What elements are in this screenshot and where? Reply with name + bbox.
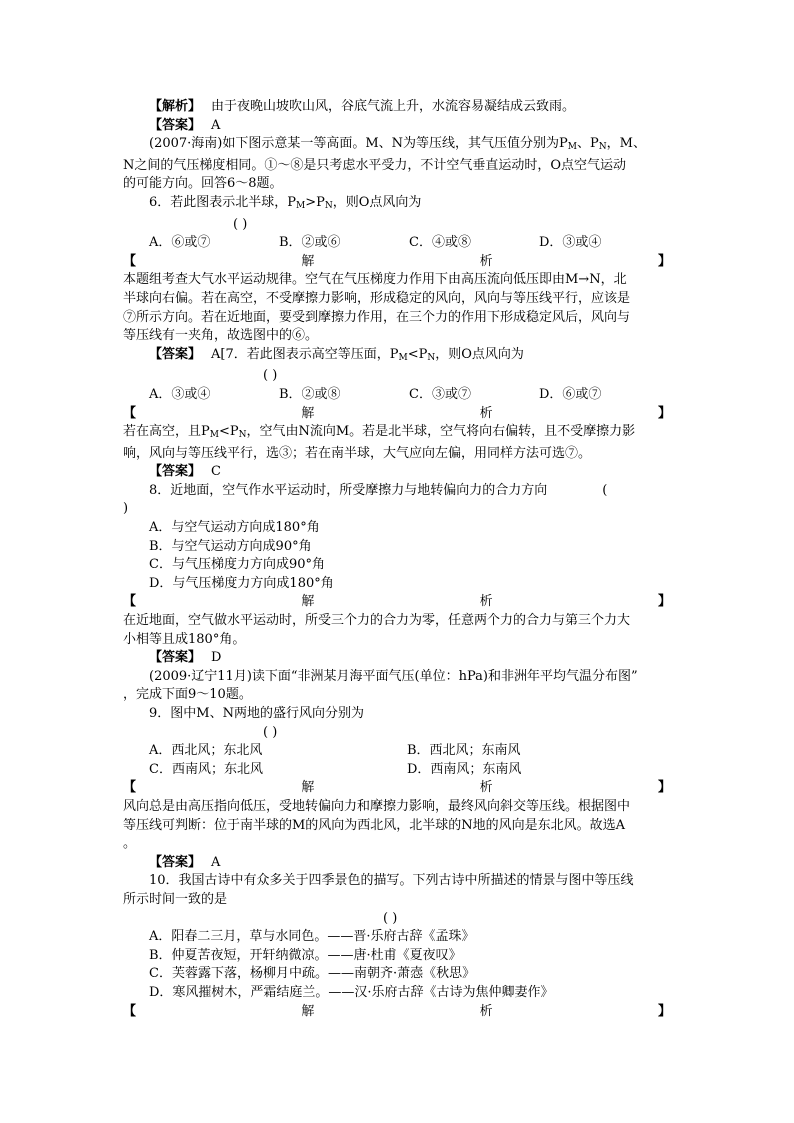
explanation-header <box>123 405 671 424</box>
question-10-cont: 所示时间一致的是 <box>123 891 228 907</box>
explanation-tag: 【解析】 <box>149 99 202 114</box>
explanation-text: 在近地面，空气做水平运动时，所受三个力的合力为零，任意两个力的合力与第三个力大 <box>123 613 631 629</box>
answer-value: A <box>211 117 221 133</box>
question-text: <P <box>407 346 428 362</box>
explanation-line <box>123 98 671 117</box>
explanation-text: 本题组考查大气水平运动规律。空气在气压梯度力作用下由高压流向低压即由M→N，北 <box>123 272 627 288</box>
question-9: 9．图中M、N两地的盛行风向分别为 <box>149 706 364 721</box>
option-c: C．③或⑦ <box>409 386 471 402</box>
answer-tag: 【答案】 <box>149 464 202 480</box>
intro-line: 的可能方向。回答6～8题。 <box>123 176 283 192</box>
header-char: 解 <box>301 594 315 610</box>
option-a: A．与空气运动方向成180°角 <box>149 520 320 536</box>
text: ，空气由N流向M。若是北半球，空气将向右偏转，且不受摩擦力影 <box>246 424 636 440</box>
explanation-text: 小相等且成180°角。 <box>123 631 246 647</box>
bracket-left: 【 <box>123 253 137 269</box>
intro-line <box>123 135 671 157</box>
question-10: 10．我国古诗中有众多关于四季景色的描写。下列古诗中所描述的情景与图中等压线 <box>149 873 634 889</box>
paren-open: ( <box>602 482 608 498</box>
document-page <box>123 98 671 1021</box>
option-d: D．⑥或⑦ <box>539 386 602 402</box>
explanation-text: ⑦所示方向。若在近地面，要受到摩擦力作用，在三个力的作用下形成稳定风后，风向与 <box>123 309 631 325</box>
option-a: A．③或④ <box>149 386 211 402</box>
question-text: ，则O点风向为 <box>332 194 422 210</box>
intro-text: 、P <box>577 136 599 152</box>
option-b: B．仲夏苦夜短，开轩纳微凉。——唐·杜甫《夏夜叹》 <box>149 947 462 963</box>
subscript: M <box>209 430 219 441</box>
option-d: D．西南风；东南风 <box>407 761 522 777</box>
header-char: 解 <box>301 1003 315 1019</box>
question-text: 8．近地面，空气作水平运动时，所受摩擦力与地转偏向力的合力方向 <box>149 482 548 498</box>
option-c: C．④或⑧ <box>409 235 471 251</box>
subscript: M <box>567 142 578 153</box>
text: <P <box>218 424 239 440</box>
subscript: N <box>324 200 333 211</box>
intro-text: ，M、 <box>606 136 646 152</box>
bracket-right: 】 <box>657 594 671 610</box>
intro-text: (2007·海南)如下图示意某一等高面。M、N为等压线，其气压值分别为P <box>149 136 568 152</box>
bracket-left: 【 <box>123 1003 137 1019</box>
answer-tag: 【答案】 <box>149 650 202 666</box>
options-row <box>123 234 671 253</box>
explanation-text: 。 <box>123 836 137 852</box>
explanation-text: 半球向右偏。若在高空，不受摩擦力影响，形成稳定的风向，风向与等压线平行，应该是 <box>123 290 631 306</box>
answer-paren: ( ) <box>233 216 248 232</box>
question-text: 6．若此图表示北半球，P <box>149 194 297 210</box>
answer-paren: ( ) <box>263 368 278 384</box>
header-char: 析 <box>479 405 493 421</box>
option-b: B．与空气运动方向成90°角 <box>149 538 312 554</box>
explanation-text: 等压线有一夹角，故选图中的⑥。 <box>123 328 319 344</box>
question-text: ，则O点风向为 <box>435 346 524 362</box>
option-b: B．西北风；东南风 <box>407 743 521 759</box>
explanation-header <box>123 253 671 272</box>
explanation-text: 由于夜晚山坡吹山风，谷底气流上升，水流容易凝结成云致雨。 <box>211 99 576 114</box>
bracket-left: 【 <box>123 780 137 796</box>
option-a: A．西北风；东北风 <box>149 743 263 759</box>
answer-paren: ( ) <box>263 724 278 740</box>
subscript: N <box>598 142 607 153</box>
explanation-header <box>123 1003 671 1022</box>
option-d: D．寒风摧树木，严霜结庭兰。——汉·乐府古辞《古诗为焦仲卿妻作》 <box>149 984 554 1000</box>
answer-line <box>123 117 671 136</box>
option-b: B．②或⑧ <box>279 386 341 402</box>
explanation-text: 等压线可判断：位于南半球的M的风向为西北风，北半球的N地的风向是东北风。故选A <box>123 817 626 833</box>
option-b: B．②或⑥ <box>279 235 341 251</box>
answer-paren: ( ) <box>383 910 398 926</box>
answer-line <box>123 463 671 482</box>
header-char: 解 <box>301 405 315 421</box>
options-row <box>123 386 671 405</box>
question-text: A[7．若此图表示高空等压面，P <box>211 346 399 362</box>
options-row <box>123 742 671 761</box>
option-a: A．阳春二三月，草与水同色。——晋·乐府古辞《孟珠》 <box>149 929 475 945</box>
text: 若在高空，且P <box>123 424 210 440</box>
answer-tag: 【答案】 <box>149 117 202 133</box>
question-6 <box>123 194 671 216</box>
subscript: N <box>238 430 247 441</box>
option-a: A．⑥或⑦ <box>149 235 211 251</box>
option-d: D．与气压梯度力方向成180°角 <box>149 575 334 591</box>
header-char: 析 <box>479 594 493 610</box>
question-8 <box>123 482 671 501</box>
paren-close: ) <box>123 501 129 517</box>
option-c: C．与气压梯度力方向成90°角 <box>149 557 325 573</box>
answer-line <box>123 649 671 668</box>
explanation-text: 响，风向与等压线平行，选③；若在南半球，大气应向左偏，用同样方法可选⑦。 <box>123 445 592 461</box>
header-char: 解 <box>301 253 315 269</box>
answer-line <box>123 854 671 873</box>
question-text: >P <box>305 194 325 210</box>
option-c: C．西南风；东北风 <box>149 761 263 777</box>
header-char: 析 <box>479 1003 493 1019</box>
bracket-left: 【 <box>123 594 137 610</box>
options-row <box>123 761 671 780</box>
header-char: 析 <box>479 253 493 269</box>
answer-value: C <box>211 464 221 480</box>
subscript: M <box>296 200 306 211</box>
option-d: D．③或④ <box>539 235 602 251</box>
explanation-text <box>123 423 671 445</box>
bracket-right: 】 <box>657 253 671 269</box>
subscript: M <box>398 352 408 363</box>
explanation-header <box>123 779 671 798</box>
subscript: N <box>427 352 436 363</box>
bracket-right: 】 <box>657 405 671 421</box>
intro-line: ，完成下面9～10题。 <box>123 687 252 703</box>
option-c: C．芙蓉露下落，杨柳月中疏。——南朝齐·萧悫《秋思》 <box>149 966 476 982</box>
bracket-right: 】 <box>657 1003 671 1019</box>
answer-tag: 【答案】 <box>149 854 202 870</box>
bracket-right: 】 <box>657 780 671 796</box>
answer-tag: 【答案】 <box>149 346 202 362</box>
answer-value: A <box>211 854 221 870</box>
intro-line: (2009·辽宁11月)读下面“非洲某月海平面气压(单位：hPa)和非洲年平均气温分布图” <box>149 668 638 684</box>
explanation-header <box>123 593 671 612</box>
answer-line <box>123 346 671 368</box>
header-char: 析 <box>479 780 493 796</box>
answer-value: D <box>211 650 222 666</box>
bracket-left: 【 <box>123 405 137 421</box>
header-char: 解 <box>301 780 315 796</box>
explanation-text: 风向总是由高压指向低压，受地转偏向力和摩擦力影响，最终风向斜交等压线。根据图中 <box>123 798 631 814</box>
intro-line: N之间的气压梯度相同。①～⑧是只考虑水平受力，不计空气垂直运动时，O点空气运动 <box>123 157 627 173</box>
